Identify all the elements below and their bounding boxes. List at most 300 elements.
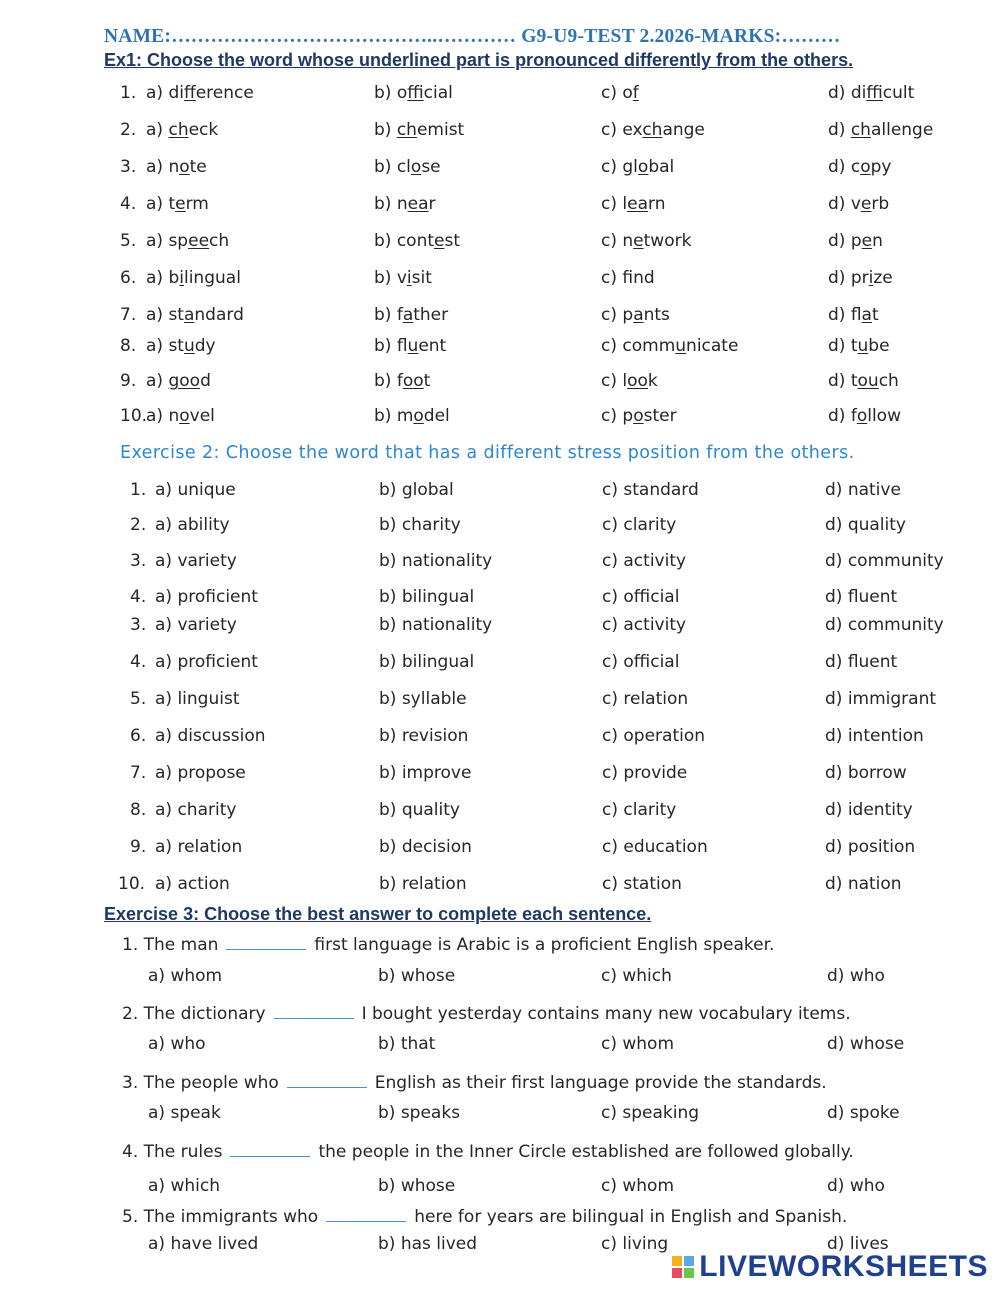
option-c[interactable]: c) official: [602, 652, 680, 672]
question-number: 4.: [122, 1142, 139, 1162]
underlined-part: u: [675, 336, 687, 356]
option-text: erence: [195, 83, 254, 103]
option-d[interactable]: d) fluent: [825, 587, 898, 607]
option-c[interactable]: c) station: [602, 874, 682, 894]
underlined-part: o: [637, 157, 649, 177]
option-c[interactable]: [601, 336, 738, 356]
question-number: 10.: [120, 406, 148, 426]
option-text: py: [870, 157, 892, 177]
option-text: b) cl: [374, 157, 411, 177]
option-d[interactable]: d) position: [825, 837, 916, 857]
option-d[interactable]: [828, 194, 889, 214]
option-text: icial: [423, 83, 453, 103]
option-b[interactable]: [374, 268, 432, 288]
option-text: bal: [648, 157, 675, 177]
option-text: b) m: [374, 406, 414, 426]
option-d[interactable]: [828, 120, 933, 140]
option-text: a): [146, 120, 169, 140]
option-d[interactable]: d) fluent: [825, 652, 898, 672]
ex1-question: [0, 83, 1000, 105]
option-b[interactable]: b) charity: [379, 515, 461, 535]
option-text: a) n: [146, 157, 180, 177]
option-c[interactable]: c) which: [601, 966, 672, 986]
option-c[interactable]: [601, 305, 670, 325]
option-text: b): [374, 120, 397, 140]
option-d[interactable]: d) whose: [827, 1034, 905, 1054]
option-b[interactable]: b) quality: [379, 800, 460, 820]
option-text: c) gl: [601, 157, 638, 177]
question-number: 3.: [122, 1073, 139, 1093]
underlined-part: u: [857, 336, 869, 356]
option-text: icult: [882, 83, 915, 103]
underlined-part: ea: [407, 194, 429, 214]
option-b[interactable]: [374, 371, 430, 391]
underlined-part: ff: [407, 83, 424, 103]
option-b[interactable]: b) that: [378, 1034, 436, 1054]
option-d[interactable]: d) intention: [825, 726, 924, 746]
underlined-part: a: [861, 305, 872, 325]
option-text: d: [200, 371, 211, 391]
sentence-start: The rules: [143, 1142, 223, 1162]
option-b[interactable]: b) syllable: [379, 689, 467, 709]
option-text: a) sp: [146, 231, 189, 251]
option-b[interactable]: b) bilingual: [379, 587, 475, 607]
option-text: c) l: [601, 194, 628, 214]
underlined-part: e: [860, 194, 872, 214]
underlined-part: ea: [627, 194, 648, 214]
ex1-question: [0, 194, 1000, 216]
option-c[interactable]: c) clarity: [602, 515, 677, 535]
answer-blank[interactable]: [230, 1142, 310, 1157]
option-b[interactable]: [374, 336, 446, 356]
option-a[interactable]: [146, 406, 215, 426]
option-d[interactable]: d) lives: [827, 1234, 889, 1254]
question-number: 7.: [130, 763, 147, 783]
underlined-part: a: [402, 305, 414, 325]
option-a[interactable]: [146, 336, 216, 356]
underlined-part: e: [175, 194, 186, 214]
option-c[interactable]: c) clarity: [602, 800, 677, 820]
option-text: a) st: [146, 336, 184, 356]
option-c[interactable]: [601, 231, 691, 251]
option-text: ster: [643, 406, 677, 426]
option-c[interactable]: [601, 406, 677, 426]
sentence-start: The immigrants who: [143, 1207, 319, 1227]
answer-blank[interactable]: [326, 1207, 406, 1222]
option-text: d): [828, 120, 851, 140]
answer-blank[interactable]: [226, 935, 306, 950]
question-sentence: [122, 1004, 851, 1024]
option-b[interactable]: b) whose: [378, 966, 456, 986]
option-d[interactable]: d) spoke: [827, 1103, 900, 1123]
option-b[interactable]: [374, 157, 441, 177]
question-number: 8.: [130, 800, 147, 820]
option-text: c) ex: [601, 120, 643, 140]
option-d[interactable]: [828, 83, 914, 103]
option-text: d) f: [828, 406, 857, 426]
question-number: 5.: [130, 689, 147, 709]
option-text: c) l: [601, 371, 628, 391]
option-text: n: [872, 231, 883, 251]
question-sentence: [122, 1142, 854, 1162]
question-number: 6.: [130, 726, 147, 746]
underlined-part: f: [632, 83, 639, 103]
option-text: rb: [871, 194, 890, 214]
ex2-question: [0, 800, 1000, 822]
underlined-part: o: [413, 406, 424, 426]
ex2-question: [0, 726, 1000, 748]
ex2-question: [0, 587, 1000, 609]
underlined-part: ou: [857, 371, 879, 391]
option-text: se: [421, 157, 441, 177]
option-text: st: [444, 231, 461, 251]
question-number: 1.: [122, 935, 139, 955]
option-a[interactable]: [146, 157, 207, 177]
option-c[interactable]: c) standard: [602, 480, 699, 500]
underlined-part: i: [406, 268, 412, 288]
question-number: 6.: [120, 268, 137, 288]
underlined-part: o: [179, 157, 190, 177]
option-d[interactable]: [828, 406, 901, 426]
option-text: be: [868, 336, 890, 356]
option-a[interactable]: a) variety: [155, 551, 237, 571]
option-text: a) di: [146, 83, 184, 103]
liveworksheets-logo: [671, 1250, 988, 1284]
option-a[interactable]: a) speak: [148, 1103, 221, 1123]
option-a[interactable]: a) variety: [155, 615, 237, 635]
underlined-part: a: [633, 305, 644, 325]
option-text: eck: [188, 120, 219, 140]
underlined-part: o: [179, 406, 190, 426]
option-text: nd: [633, 268, 655, 288]
option-c[interactable]: c) official: [602, 587, 680, 607]
option-a[interactable]: a) unique: [155, 480, 236, 500]
question-number: 9.: [120, 371, 137, 391]
underlined-part: o: [633, 406, 644, 426]
option-b[interactable]: [374, 406, 450, 426]
ex1-question: [0, 120, 1000, 142]
option-text: ther: [413, 305, 449, 325]
sentence-end: first language is Arabic is a proficient English speaker.: [314, 935, 775, 955]
option-text: a) b: [146, 268, 180, 288]
option-c[interactable]: [601, 194, 665, 214]
question-number: 2.: [130, 515, 147, 535]
question-number: 5.: [122, 1207, 139, 1227]
option-d[interactable]: d) community: [825, 615, 944, 635]
underlined-part: u: [183, 336, 195, 356]
option-a[interactable]: a) who: [148, 1034, 206, 1054]
option-b[interactable]: b) whose: [378, 1176, 456, 1196]
option-a[interactable]: a) propose: [155, 763, 246, 783]
option-b[interactable]: [374, 120, 464, 140]
option-text: d) c: [828, 157, 861, 177]
option-b[interactable]: b) nationality: [379, 551, 493, 571]
question-number: 4.: [130, 587, 147, 607]
question-number: 2.: [120, 120, 137, 140]
option-c[interactable]: [601, 371, 658, 391]
option-text: t: [423, 371, 431, 391]
option-b[interactable]: [374, 194, 436, 214]
underlined-part: o: [856, 406, 868, 426]
option-text: dy: [194, 336, 216, 356]
option-a[interactable]: a) which: [148, 1176, 220, 1196]
option-text: b) f: [374, 371, 403, 391]
question-number: 1.: [120, 83, 137, 103]
underlined-part: e: [434, 231, 445, 251]
ex2-question: [0, 480, 1000, 502]
option-a[interactable]: [146, 120, 218, 140]
option-text: c) o: [601, 83, 633, 103]
option-text: b) cont: [374, 231, 435, 251]
ex2-question: [0, 763, 1000, 785]
option-d[interactable]: [828, 231, 883, 251]
option-d[interactable]: d) nation: [825, 874, 902, 894]
option-a[interactable]: [146, 305, 244, 325]
option-text: b) n: [374, 194, 408, 214]
option-c[interactable]: c) activity: [602, 551, 687, 571]
ex1-question: [0, 371, 1000, 393]
ex1-question: [0, 268, 1000, 290]
option-b[interactable]: b) global: [379, 480, 454, 500]
option-c[interactable]: [601, 83, 639, 103]
option-d[interactable]: d) borrow: [825, 763, 907, 783]
option-text: d) v: [828, 194, 861, 214]
option-a[interactable]: a) discussion: [155, 726, 266, 746]
option-b[interactable]: [374, 83, 453, 103]
option-text: c) comm: [601, 336, 676, 356]
question-number: 4.: [120, 194, 137, 214]
question-sentence: [122, 935, 774, 955]
option-b[interactable]: b) bilingual: [379, 652, 475, 672]
option-c[interactable]: [601, 120, 705, 140]
option-a[interactable]: [146, 268, 241, 288]
option-d[interactable]: d) identity: [825, 800, 913, 820]
underlined-part: e: [861, 231, 873, 251]
option-a[interactable]: [146, 371, 211, 391]
sentence-start: The people who: [143, 1073, 279, 1093]
option-d[interactable]: d) quality: [825, 515, 906, 535]
question-sentence: [122, 1207, 847, 1227]
underlined-part: i: [868, 268, 874, 288]
option-text: ze: [873, 268, 893, 288]
ex1-question: [0, 336, 1000, 358]
option-text: t: [871, 305, 879, 325]
ex3-options: [0, 966, 1000, 988]
ex3-title: Exercise 3: Choose the best answer to complete each sentence.: [104, 904, 652, 924]
sentence-end: I bought yesterday contains many new vocabulary items.: [361, 1004, 851, 1024]
question-number: 3.: [130, 551, 147, 571]
underlined-part: goo: [168, 371, 201, 391]
option-c[interactable]: c) whom: [601, 1034, 675, 1054]
ex2-question: [0, 515, 1000, 537]
underlined-part: ch: [168, 120, 189, 140]
option-b[interactable]: b) revision: [379, 726, 469, 746]
ex3-question: [0, 1207, 1000, 1229]
option-text: a) n: [146, 406, 180, 426]
option-d[interactable]: d) who: [827, 966, 885, 986]
question-number: 9.: [130, 837, 147, 857]
option-text: c) n: [601, 231, 634, 251]
option-d[interactable]: d) who: [827, 1176, 885, 1196]
sentence-end: English as their first language provide the standards.: [374, 1073, 827, 1093]
ex3-question: [0, 935, 1000, 957]
ex2-question: [0, 837, 1000, 859]
option-text: c) p: [601, 406, 634, 426]
option-text: ch: [878, 371, 899, 391]
option-text: ange: [662, 120, 705, 140]
option-text: rn: [648, 194, 666, 214]
option-text: d) fl: [828, 305, 862, 325]
sentence-start: The dictionary: [143, 1004, 266, 1024]
option-text: nicate: [686, 336, 739, 356]
sentence-start: The man: [143, 935, 219, 955]
option-c[interactable]: c) whom: [601, 1176, 675, 1196]
option-b[interactable]: b) nationality: [379, 615, 493, 635]
option-b[interactable]: b) decision: [379, 837, 472, 857]
option-text: allenge: [870, 120, 934, 140]
question-number: 10.: [118, 874, 146, 894]
underlined-part: o: [860, 157, 871, 177]
ex3-options: [0, 1034, 1000, 1056]
option-text: a): [146, 371, 169, 391]
option-a[interactable]: a) proficient: [155, 652, 258, 672]
option-b[interactable]: [374, 231, 460, 251]
sentence-end: the people in the Inner Circle established are followed globally.: [318, 1142, 854, 1162]
option-text: b) fl: [374, 336, 408, 356]
underlined-part: ch: [850, 120, 871, 140]
option-text: r: [428, 194, 436, 214]
option-text: vel: [189, 406, 215, 426]
question-number: 5.: [120, 231, 137, 251]
question-number: 7.: [120, 305, 137, 325]
question-number: 3.: [120, 157, 137, 177]
option-a[interactable]: a) action: [155, 874, 230, 894]
option-a[interactable]: a) proficient: [155, 587, 258, 607]
ex1-question: [0, 305, 1000, 327]
ex2-question: [0, 615, 1000, 637]
option-text: ch: [209, 231, 230, 251]
question-sentence: [122, 1073, 827, 1093]
option-c[interactable]: [601, 268, 655, 288]
option-d[interactable]: [828, 157, 891, 177]
option-c[interactable]: c) activity: [602, 615, 687, 635]
option-text: d) t: [828, 336, 858, 356]
option-text: d) di: [828, 83, 867, 103]
option-text: c) p: [601, 305, 634, 325]
page-header: NAME:…………………………………..………… G9-U9-TEST 2.2026-MARKS:………: [104, 26, 841, 47]
option-d[interactable]: [828, 268, 893, 288]
option-d[interactable]: d) community: [825, 551, 944, 571]
option-a[interactable]: a) linguist: [155, 689, 240, 709]
ex1-question: [0, 406, 1000, 428]
underlined-part: i: [179, 268, 184, 288]
option-a[interactable]: [146, 83, 254, 103]
option-d[interactable]: d) immigrant: [825, 689, 937, 709]
option-text: lingual: [183, 268, 241, 288]
underlined-part: o: [410, 157, 422, 177]
ex1-question: [0, 231, 1000, 253]
ex3-question: [0, 1073, 1000, 1095]
option-c[interactable]: c) relation: [602, 689, 689, 709]
ex2-question: [0, 874, 1000, 896]
ex1-title: Ex1: Choose the word whose underlined part is pronounced differently from the others.: [104, 50, 854, 70]
option-text: llow: [867, 406, 901, 426]
option-a[interactable]: a) whom: [148, 966, 223, 986]
option-d[interactable]: [828, 371, 899, 391]
option-text: k: [647, 371, 658, 391]
option-c[interactable]: c) operation: [602, 726, 706, 746]
option-d[interactable]: d) native: [825, 480, 901, 500]
option-a[interactable]: a) have lived: [148, 1234, 259, 1254]
option-text: rm: [185, 194, 209, 214]
ex3-options: [0, 1103, 1000, 1125]
underlined-part: a: [183, 305, 195, 325]
option-text: te: [189, 157, 207, 177]
option-text: del: [423, 406, 450, 426]
ex2-title: Exercise 2: Choose the word that has a different stress position from the others.: [120, 443, 855, 463]
option-c[interactable]: c) speaking: [601, 1103, 700, 1123]
option-text: b) f: [374, 305, 403, 325]
option-text: c) f: [601, 268, 634, 288]
option-text: nts: [643, 305, 670, 325]
option-text: a) t: [146, 194, 176, 214]
underlined-part: oo: [402, 371, 424, 391]
option-b[interactable]: [374, 305, 448, 325]
option-c[interactable]: c) living: [601, 1234, 669, 1254]
option-a[interactable]: [146, 231, 229, 251]
option-text: b) o: [374, 83, 408, 103]
ex3-question: [0, 1004, 1000, 1026]
option-text: b) v: [374, 268, 407, 288]
option-b[interactable]: b) relation: [379, 874, 467, 894]
option-b[interactable]: b) improve: [379, 763, 472, 783]
ex2-question: [0, 689, 1000, 711]
ex3-options: [0, 1176, 1000, 1198]
option-text: ent: [418, 336, 447, 356]
answer-blank[interactable]: [274, 1004, 354, 1019]
option-a[interactable]: [146, 194, 209, 214]
option-text: emist: [416, 120, 465, 140]
answer-blank[interactable]: [287, 1073, 367, 1088]
option-c[interactable]: c) education: [602, 837, 708, 857]
option-c[interactable]: [601, 157, 674, 177]
option-text: d) pr: [828, 268, 869, 288]
option-b[interactable]: b) has lived: [378, 1234, 478, 1254]
underlined-part: ch: [642, 120, 663, 140]
option-text: ndard: [194, 305, 244, 325]
sentence-end: here for years are bilingual in English and Spanish.: [414, 1207, 848, 1227]
option-c[interactable]: c) provide: [602, 763, 688, 783]
underlined-part: e: [633, 231, 644, 251]
option-text: sit: [411, 268, 432, 288]
option-text: a) st: [146, 305, 184, 325]
option-d[interactable]: [828, 305, 879, 325]
option-b[interactable]: b) speaks: [378, 1103, 461, 1123]
ex2-question: [0, 551, 1000, 573]
option-a[interactable]: a) ability: [155, 515, 230, 535]
option-a[interactable]: a) charity: [155, 800, 237, 820]
underlined-part: ee: [188, 231, 210, 251]
ex3-question: [0, 1142, 1000, 1164]
underlined-part: ff: [183, 83, 196, 103]
option-a[interactable]: a) relation: [155, 837, 243, 857]
option-d[interactable]: [828, 336, 890, 356]
ex2-question: [0, 652, 1000, 674]
option-text: d) t: [828, 371, 858, 391]
question-number: 2.: [122, 1004, 139, 1024]
underlined-part: u: [407, 336, 419, 356]
liveworksheets-logo-icon: [671, 1254, 697, 1280]
